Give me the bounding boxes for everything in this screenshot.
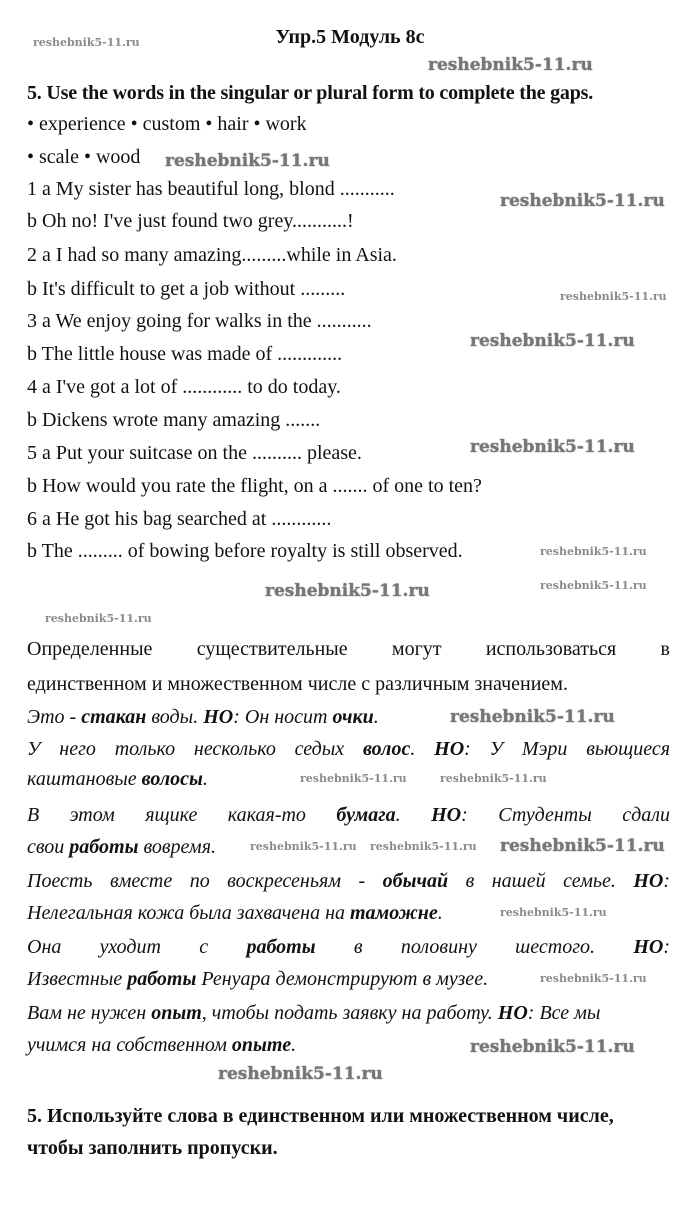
highlighted-word: работы <box>246 936 316 958</box>
example-line <box>27 900 443 926</box>
highlighted-word: волосы <box>141 768 203 790</box>
highlighted-word: работы <box>127 968 197 990</box>
example-line <box>27 834 216 860</box>
exercise-item: 4 a I've got a lot of ............ to do today. <box>27 376 341 398</box>
watermark: reshebnik5-11.ru <box>33 36 140 49</box>
example-text: каштановые <box>27 768 142 790</box>
example-text: . <box>291 1034 297 1056</box>
watermark: reshebnik5-11.ru <box>450 707 615 727</box>
watermark: reshebnik5-11.ru <box>470 1037 635 1057</box>
highlighted-word: НО <box>431 804 462 826</box>
translation-heading-line-1: 5. Используйте слова в единственном или множественном числе, <box>27 1105 614 1127</box>
example-line <box>27 766 208 792</box>
example-line <box>27 1032 296 1058</box>
watermark: reshebnik5-11.ru <box>500 836 665 856</box>
highlighted-word: НО <box>633 870 664 892</box>
watermark: reshebnik5-11.ru <box>250 840 357 853</box>
watermark: reshebnik5-11.ru <box>440 772 547 785</box>
example-text: : Он носит <box>233 706 333 728</box>
watermark: reshebnik5-11.ru <box>470 331 635 351</box>
example-text: Ренуара демонстрируют в музее. <box>196 968 489 990</box>
example-text: Нелегальная кожа была захвачена на <box>27 902 350 924</box>
watermark: reshebnik5-11.ru <box>470 437 635 457</box>
exercise-item: b The little house was made of ............. <box>27 343 343 365</box>
example-text: , чтобы подать заявку на работу. <box>201 1002 498 1024</box>
exercise-item: 1 a My sister has beautiful long, blond ........... <box>27 178 395 200</box>
exercise-item: b Oh no! I've just found two grey...........! <box>27 210 354 232</box>
example-text: . <box>437 902 443 924</box>
example-text: . <box>395 804 432 826</box>
example-line <box>27 966 488 992</box>
highlighted-word: опыте <box>231 1034 292 1056</box>
watermark: reshebnik5-11.ru <box>540 972 647 985</box>
example-text: Это - <box>27 706 82 728</box>
example-text: учимся на собственном <box>27 1034 232 1056</box>
exercise-item: 2 a I had so many amazing.........while in Asia. <box>27 244 397 266</box>
watermark: reshebnik5-11.ru <box>165 151 330 171</box>
exercise-item: 5 a Put your suitcase on the .......... please. <box>27 442 362 464</box>
watermark: reshebnik5-11.ru <box>500 191 665 211</box>
intro-line-2: единственном и множественном числе с различным значением. <box>27 673 568 695</box>
watermark: reshebnik5-11.ru <box>265 581 430 601</box>
example-text: свои <box>27 836 70 858</box>
highlighted-word: НО <box>203 706 234 728</box>
watermark: reshebnik5-11.ru <box>370 840 477 853</box>
page-title: Упр.5 Модуль 8с <box>275 26 425 48</box>
example-text: в половину шестого. <box>315 936 634 958</box>
highlighted-word: бумага <box>336 804 396 826</box>
highlighted-word: обычай <box>382 870 449 892</box>
example-text: Известные <box>27 968 128 990</box>
watermark: reshebnik5-11.ru <box>560 290 667 303</box>
watermark: reshebnik5-11.ru <box>45 612 152 625</box>
example-text: . <box>373 706 379 728</box>
highlighted-word: опыт <box>151 1002 202 1024</box>
watermark: reshebnik5-11.ru <box>218 1064 383 1084</box>
highlighted-word: волос <box>363 738 411 760</box>
translation-heading-line-2: чтобы заполнить пропуски. <box>27 1137 278 1159</box>
exercise-item: b Dickens wrote many amazing ....... <box>27 409 321 431</box>
exercise-item: b How would you rate the flight, on a ....... of one to ten? <box>27 475 482 497</box>
highlighted-word: НО <box>633 936 664 958</box>
watermark: reshebnik5-11.ru <box>540 545 647 558</box>
example-text: В этом ящике какая-то <box>27 804 337 826</box>
example-text: : <box>663 936 671 958</box>
example-text: Поесть вместе по воскресеньям - <box>27 870 383 892</box>
watermark: reshebnik5-11.ru <box>540 579 647 592</box>
exercise-heading: 5. Use the words in the singular or plural form to complete the gaps. <box>27 82 593 104</box>
example-text: воды. <box>146 706 204 728</box>
example-line <box>27 736 670 762</box>
example-line <box>27 802 670 828</box>
example-text: . <box>410 738 435 760</box>
intro-line-1: Определенные существительные могут использоваться в <box>27 638 670 660</box>
watermark: reshebnik5-11.ru <box>500 906 607 919</box>
example-text: Она уходит с <box>27 936 247 958</box>
example-line <box>27 1000 600 1026</box>
example-text: вовремя. <box>138 836 216 858</box>
watermark: reshebnik5-11.ru <box>428 55 593 75</box>
example-text: : Студенты сдали <box>461 804 670 826</box>
exercise-item: 3 a We enjoy going for walks in the ........... <box>27 310 372 332</box>
highlighted-word: таможне <box>350 902 438 924</box>
word-list-line-1: • experience • custom • hair • work <box>27 113 307 135</box>
highlighted-word: очки <box>332 706 374 728</box>
word-list-line-2: • scale • wood <box>27 146 141 168</box>
exercise-item: b The ......... of bowing before royalty is still observed. <box>27 540 463 562</box>
example-line <box>27 704 379 730</box>
exercise-item: 6 a He got his bag searched at ............ <box>27 508 332 530</box>
highlighted-word: НО <box>497 1002 528 1024</box>
example-text: : У Мэри вьющиеся <box>464 738 670 760</box>
example-text: : Все мы <box>527 1002 601 1024</box>
highlighted-word: стакан <box>81 706 147 728</box>
watermark: reshebnik5-11.ru <box>300 772 407 785</box>
example-text: в нашей семье. <box>448 870 634 892</box>
example-line <box>27 868 670 894</box>
example-text: : <box>663 870 671 892</box>
example-text: Вам не нужен <box>27 1002 152 1024</box>
example-line <box>27 934 670 960</box>
highlighted-word: работы <box>69 836 139 858</box>
example-text: У него только несколько седых <box>27 738 363 760</box>
highlighted-word: НО <box>434 738 465 760</box>
example-text: . <box>202 768 208 790</box>
exercise-item: b It's difficult to get a job without ......... <box>27 278 346 300</box>
